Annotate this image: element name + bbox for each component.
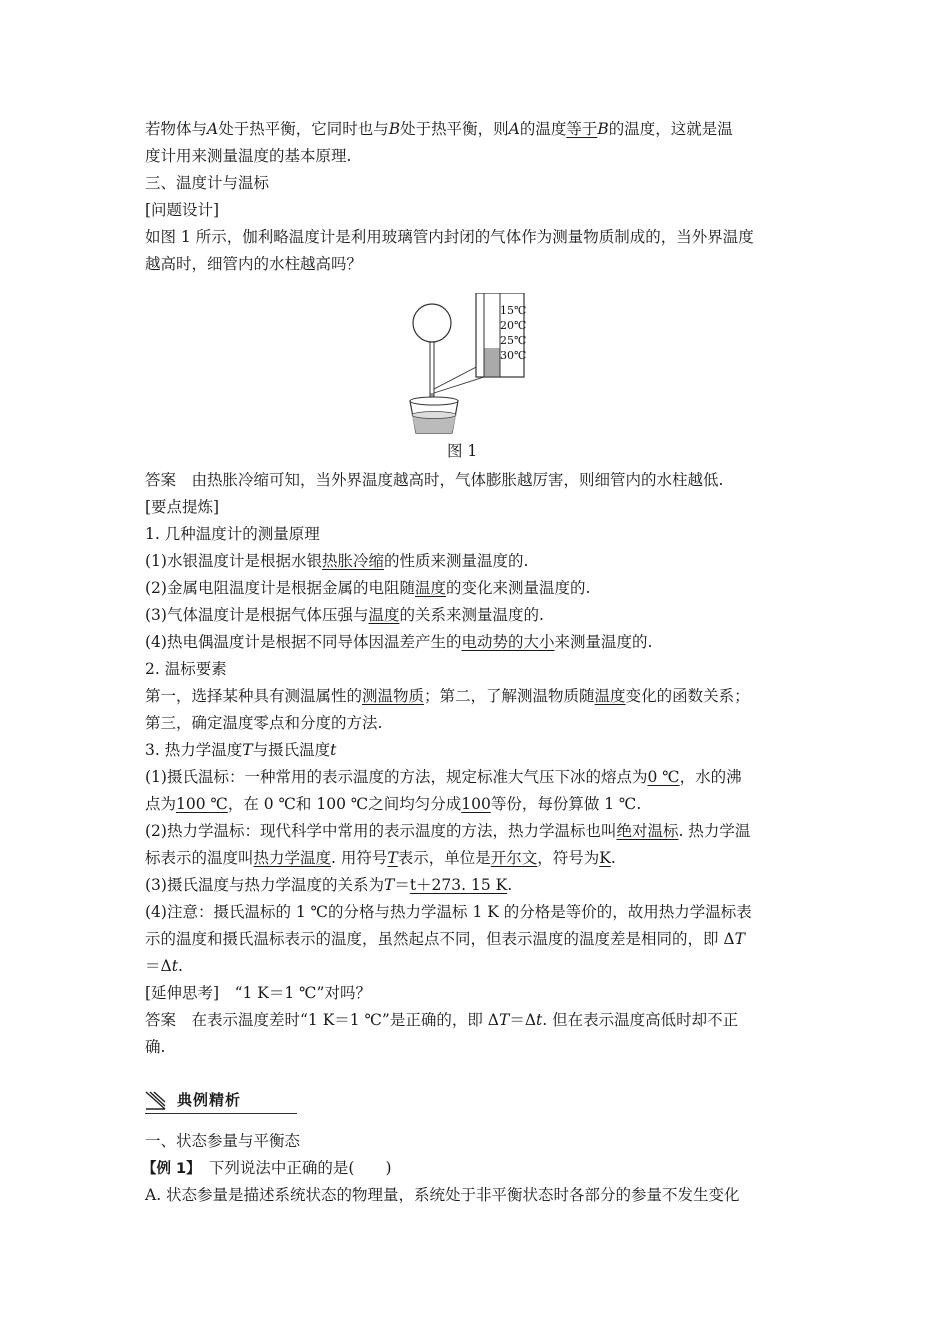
var-t: t xyxy=(536,1011,543,1029)
text: ，在 0 ℃和 100 ℃之间均匀分成 xyxy=(227,795,462,813)
para-line: 度计用来测量温度的基本原理. xyxy=(145,147,352,165)
text: 3. 热力学温度 xyxy=(145,741,243,759)
var-a: A xyxy=(508,120,520,138)
answer-line: 确. xyxy=(145,1038,166,1056)
text: (4)热电偶温度计是根据不同导体因温差产生的 xyxy=(145,633,462,651)
var-t: t xyxy=(171,957,178,975)
section-marker-icon xyxy=(145,1090,167,1110)
text: 变化的函数关系； xyxy=(625,687,750,705)
text: 的温度 xyxy=(519,120,567,138)
para-line xyxy=(145,820,750,842)
text: 点为 xyxy=(145,795,177,813)
figure-caption: 图 1 xyxy=(447,442,478,460)
para-line xyxy=(145,928,745,950)
text: (1)水银温度计是根据水银 xyxy=(145,552,322,570)
list-item xyxy=(145,631,652,653)
answer-blank: t＋273. 15 K xyxy=(409,876,508,894)
list-heading: 2. 温标要素 xyxy=(145,660,227,678)
text: ＝Δ xyxy=(145,957,172,975)
para-line xyxy=(145,685,750,707)
answer-blank: 等于 xyxy=(566,120,598,138)
text: 的关系来测量温度的. xyxy=(399,606,544,624)
option-a: A. 状态参量是描述系统状态的物理量，系统处于非平衡状态时各部分的参量不发生变化 xyxy=(145,1186,740,1204)
var-a: A xyxy=(207,120,219,138)
text: . 但在表示温度高低时却不正 xyxy=(542,1011,739,1029)
text: (1)摄氏温标：一种常用的表示温度的方法，规定标准大气压下冰的熔点为 xyxy=(145,768,648,786)
list-item xyxy=(145,577,590,599)
text: ，符号为 xyxy=(537,849,600,867)
text: . xyxy=(177,957,183,975)
section-title: 典例精析 xyxy=(177,1091,242,1109)
answer-blank: 热力学温度 xyxy=(253,849,332,867)
magnified-water-column xyxy=(485,348,500,377)
var-T: T xyxy=(242,741,253,759)
var-T: T xyxy=(383,876,395,894)
answer-blank: 电动势的大小 xyxy=(461,633,555,651)
text: 的性质来测量温度的. xyxy=(383,552,529,570)
scale-label: 25℃ xyxy=(500,334,527,347)
text: ；第二，了解测温物质随 xyxy=(424,687,595,705)
section-banner xyxy=(145,1088,297,1112)
scale-label: 20℃ xyxy=(500,319,527,332)
subheading-key-points: [要点提炼] xyxy=(145,498,220,516)
example-question xyxy=(142,1157,392,1180)
answer-blank: 0 ℃ xyxy=(647,768,680,786)
galileo-thermometer-figure xyxy=(400,293,540,438)
text: 答案 在表示温度差时“1 K＝1 ℃”是正确的，即 Δ xyxy=(145,1011,499,1029)
text: 标表示的温度叫 xyxy=(145,849,254,867)
answer-blank: 100 xyxy=(461,795,491,813)
scale-label: 30℃ xyxy=(500,349,527,362)
section-rule xyxy=(145,1113,297,1114)
para-line: (4)注意：摄氏温标的 1 ℃的分格与热力学温标 1 K 的分格是等价的，故用热力学温标表 xyxy=(145,903,752,921)
para-thermal-equilibrium xyxy=(145,118,733,140)
text: 第一，选择某种具有测温属性的 xyxy=(145,687,363,705)
para-line xyxy=(145,847,616,869)
text: 等份，每份算做 1 ℃. xyxy=(490,795,642,813)
text: . 用符号 xyxy=(331,849,388,867)
example-label: 【例 1】 xyxy=(142,1161,194,1177)
text: 示的温度和摄氏温标表示的温度，虽然起点不同，但表示温度的温度差是相同的，即 Δ xyxy=(145,930,735,948)
para-line xyxy=(145,955,183,977)
question-line: 越高时，细管内的水柱越高吗？ xyxy=(145,255,363,273)
var-T: T xyxy=(734,930,745,948)
topic-heading: 一、状态参量与平衡态 xyxy=(145,1132,301,1150)
text: . xyxy=(610,849,616,867)
water-surface xyxy=(412,412,456,419)
answer-blank: 测温物质 xyxy=(362,687,425,705)
answer-blank: 温度 xyxy=(368,606,400,624)
text: ＝ xyxy=(394,876,410,894)
answer-blank: 开尔文 xyxy=(490,849,538,867)
text: 的变化来测量温度的. xyxy=(445,579,591,597)
var-t: t xyxy=(330,741,337,759)
para-line: 第三，确定温度零点和分度的方法. xyxy=(145,714,383,732)
answer-blank: 温度 xyxy=(414,579,446,597)
text: ，水的沸 xyxy=(679,768,742,786)
text: 下列说法中正确的是( ) xyxy=(193,1159,392,1177)
answer-line xyxy=(145,1009,738,1031)
text: 的温度，这就是温 xyxy=(608,120,733,138)
cup-rim xyxy=(410,397,458,405)
text: . xyxy=(507,876,513,894)
text: (3)摄氏温度与热力学温度的关系为 xyxy=(145,876,384,894)
answer-blank: K xyxy=(599,849,611,867)
section-heading: 三、温度计与温标 xyxy=(145,174,270,192)
text: 处于热平衡，它同时也与 xyxy=(218,120,389,138)
text: (2)热力学温标：现代科学中常用的表示温度的方法，热力学温标也叫 xyxy=(145,822,617,840)
answer-blank: 绝对温标 xyxy=(616,822,679,840)
list-heading: 1. 几种温度计的测量原理 xyxy=(145,525,320,543)
question-line: 如图 1 所示，伽利略温度计是利用玻璃管内封闭的气体作为测量物质制成的，当外界温度 xyxy=(145,228,754,246)
text: 表示，单位是 xyxy=(397,849,491,867)
para-line xyxy=(145,793,641,815)
list-heading xyxy=(145,739,336,761)
answer-blank: 温度 xyxy=(594,687,626,705)
scale-label: 15℃ xyxy=(500,304,527,317)
var-T: T xyxy=(498,1011,510,1029)
text: 来测量温度的. xyxy=(554,633,653,651)
text: (3)气体温度计是根据气体压强与 xyxy=(145,606,369,624)
answer-line: 答案 由热胀冷缩可知，当外界温度越高时，气体膨胀越厉害，则细管内的水柱越低. xyxy=(145,471,724,489)
text: 与摄氏温度 xyxy=(252,741,331,759)
answer-blank: 热胀冷缩 xyxy=(321,552,384,570)
text: ＝Δ xyxy=(509,1011,537,1029)
answer-blank: 100 ℃ xyxy=(176,795,228,813)
text: 处于热平衡，则 xyxy=(400,120,509,138)
subheading-problem-design: [问题设计] xyxy=(145,201,220,219)
text: 若物体与 xyxy=(145,120,208,138)
text: . 热力学温 xyxy=(678,822,751,840)
list-item xyxy=(145,550,528,572)
glass-bulb xyxy=(413,304,451,342)
var-b: B xyxy=(388,120,401,138)
list-item xyxy=(145,604,544,626)
text: (2)金属电阻温度计是根据金属的电阻随 xyxy=(145,579,415,597)
var-b: B xyxy=(597,120,609,138)
para-line xyxy=(145,874,512,896)
answer-blank: T xyxy=(387,849,398,867)
para-line xyxy=(145,766,742,788)
subheading-extended-thinking: [延伸思考] “1 K＝1 ℃”对吗？ xyxy=(145,984,371,1002)
